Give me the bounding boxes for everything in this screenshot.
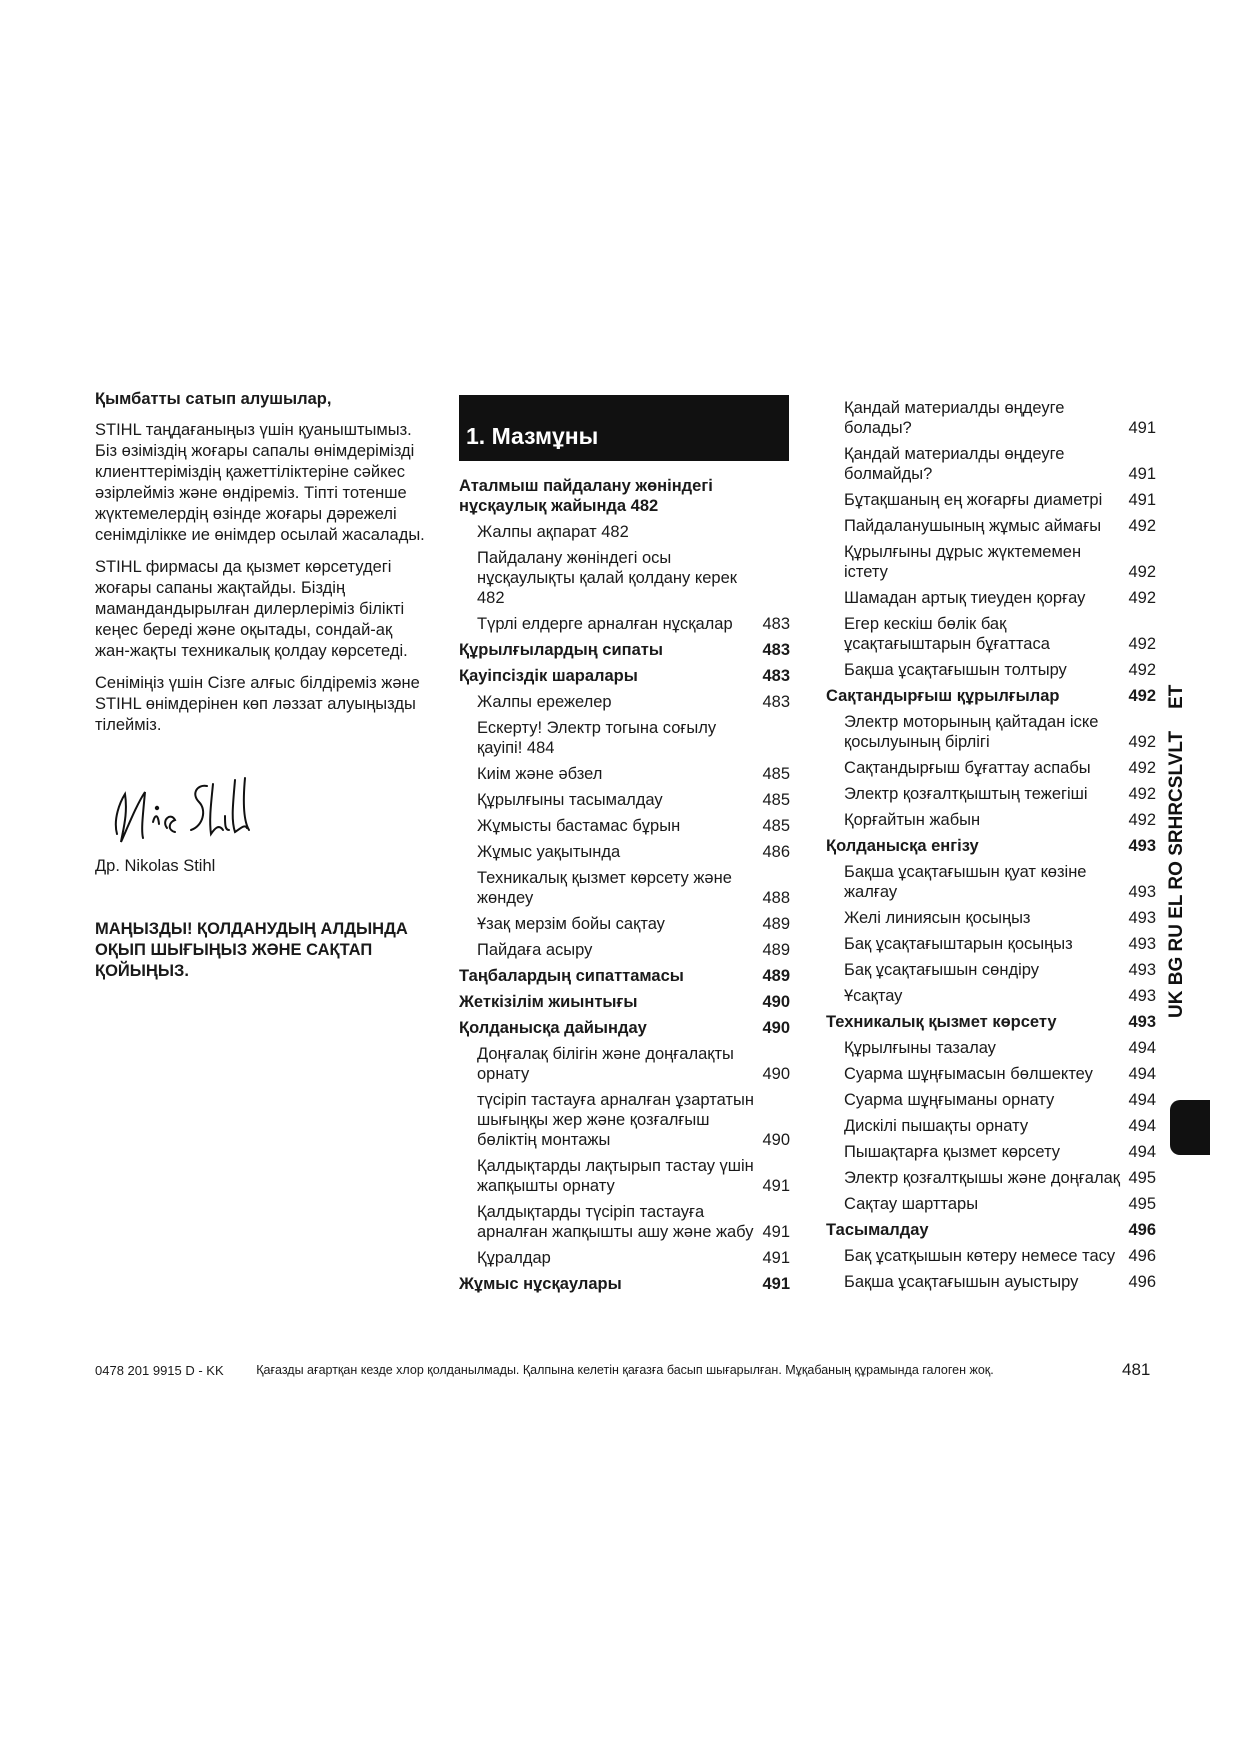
toc-entry-page: 489 xyxy=(762,941,790,959)
toc-entry-page: 493 xyxy=(1128,987,1156,1005)
toc-entry xyxy=(459,868,790,908)
toc-entry-title: Құралдар xyxy=(477,1249,551,1267)
toc-entry xyxy=(459,992,790,1012)
toc-entry-title: Қауіпсіздік шаралары xyxy=(459,667,638,685)
toc-entry-title: Бақша ұсақтағышын қуат көзіне жалғау xyxy=(844,863,1087,901)
toc-entry-title: Жұмысты бастамас бұрын xyxy=(477,817,681,835)
language-sidebar xyxy=(1166,685,1188,1018)
document-code: 0478 201 9915 D - KK xyxy=(95,1363,224,1378)
toc-entry-page: 494 xyxy=(1128,1143,1156,1161)
toc-entry xyxy=(826,784,1156,804)
toc-entry-page: 490 xyxy=(762,1065,790,1083)
toc-entry xyxy=(826,810,1156,830)
toc-entry xyxy=(459,614,790,634)
toc-entry-title: түсіріп тастауға арналған ұзартатын шығыңқы жер және қозғалғыш бөліктің монтажы xyxy=(477,1091,754,1149)
toc-entry xyxy=(826,758,1156,778)
toc-entry-title: Қорғайтын жабын xyxy=(844,811,981,829)
toc-entry-title: Бақша ұсақтағышын толтыру xyxy=(844,661,1067,679)
toc-entry-title: Бақ ұсатқышын көтеру немесе тасу xyxy=(844,1247,1116,1265)
intro-section xyxy=(95,389,430,982)
page-number: 481 xyxy=(1122,1360,1151,1379)
language-tab-marker xyxy=(1170,1100,1210,1155)
toc-entry xyxy=(459,692,790,712)
toc-entry-title: Қандай материалды өңдеуге болады? xyxy=(844,399,1065,437)
toc-entry-page: 491 xyxy=(762,1249,790,1267)
toc-entry-page: 494 xyxy=(1128,1039,1156,1057)
toc-entry-title: Егер кескіш бөлік бақ ұсақтағыштарын бұғаттаса xyxy=(844,615,1050,653)
toc-entry-title: Пайдалану жөніндегі осы нұсқаулықты қалай қолдану керек 482 xyxy=(477,549,737,607)
toc-entry xyxy=(826,588,1156,608)
toc-entry-page: 486 xyxy=(762,843,790,861)
toc-entry-page: 490 xyxy=(762,1019,790,1037)
toc-entry xyxy=(826,712,1156,752)
toc-entry-page: 493 xyxy=(1128,883,1156,901)
toc-entry xyxy=(459,718,790,758)
intro-paragraph: Сеніміңіз үшін Сізге алғыс білдіреміз және STIHL өнімдерінен көп ләззат алуыңызды тілейміз. xyxy=(95,674,420,734)
toc-entry xyxy=(459,1202,790,1242)
intro-paragraph: STIHL фирмасы да қызмет көрсетудегі жоғары сапаны жақтайды. Біздің мамандандырылған дилерлеріміз білікті кеңес береді және оқытады, сондай-ақ жан-жақты техникалық қолдау көрсетеді. xyxy=(95,558,408,660)
toc-entry-title: Техникалық қызмет көрсету xyxy=(826,1013,1057,1031)
toc-entry-page: 493 xyxy=(1128,1013,1156,1031)
toc-entry xyxy=(826,934,1156,954)
toc-entry-title: Ұзақ мерзім бойы сақтау xyxy=(477,915,665,933)
toc-entry-title: Қолданысқа дайындау xyxy=(459,1019,647,1037)
toc-entry xyxy=(826,1064,1156,1084)
toc-entry xyxy=(459,640,790,660)
toc-entry-title: Қалдықтарды лақтырып тастау үшін жапқышты орнату xyxy=(477,1157,754,1195)
toc-entry-title: Техникалық қызмет көрсету және жөндеу xyxy=(477,869,732,907)
toc-entry-page: 492 xyxy=(1128,563,1156,581)
toc-entry-page: 492 xyxy=(1128,759,1156,777)
toc-entry-title: Сақтау шарттары xyxy=(844,1195,979,1213)
language-list: UK BG RU EL RO SRHRCSLVLT xyxy=(1166,730,1187,1018)
toc-entry-title: Таңбалардың сипаттамасы xyxy=(459,967,684,985)
toc-entry xyxy=(459,666,790,686)
toc-entry xyxy=(459,914,790,934)
toc-entry xyxy=(826,542,1156,582)
toc-entry xyxy=(826,1272,1156,1292)
toc-entry xyxy=(826,444,1156,484)
toc-entry-title: Сақтандырғыш құрылғылар xyxy=(826,687,1060,705)
toc-entry-page: 483 xyxy=(762,615,790,633)
toc-entry-title: Желі линиясын қосыңыз xyxy=(844,909,1031,927)
toc-entry xyxy=(459,548,790,608)
toc-entry-page: 491 xyxy=(762,1223,790,1241)
toc-entry xyxy=(826,862,1156,902)
toc-entry-title: Пышақтарға қызмет көрсету xyxy=(844,1143,1061,1161)
toc-entry xyxy=(459,1018,790,1038)
toc-entry-page: 492 xyxy=(1128,733,1156,751)
toc-entry-page: 494 xyxy=(1128,1117,1156,1135)
toc-entry-title: Құрылғыны тасымалдау xyxy=(477,791,663,809)
toc-entry-page: 491 xyxy=(1128,491,1156,509)
greeting: Қымбатты сатып алушылар, xyxy=(95,390,332,408)
toc-entry-title: Құрылғыны дұрыс жүктемемен істету xyxy=(844,543,1082,581)
toc-entry-title: Киім және әбзел xyxy=(477,765,603,783)
toc-entry-title: Жалпы ақпарат 482 xyxy=(477,523,629,541)
toc-entry xyxy=(826,1142,1156,1162)
toc-entry-title: Жалпы ережелер xyxy=(477,693,612,711)
toc-entry-title: Құрылғыны тазалау xyxy=(844,1039,996,1057)
toc-entry-page: 492 xyxy=(1128,785,1156,803)
toc-entry-title: Жеткізілім жиынтығы xyxy=(459,993,638,1011)
toc-entry xyxy=(459,1044,790,1084)
toc-entry-page: 493 xyxy=(1128,961,1156,979)
toc-entry xyxy=(826,660,1156,680)
toc-entry-title: Электр моторының қайтадан іске қосылуының бірлігі xyxy=(844,713,1099,751)
toc-entry-title: Пайдаланушының жұмыс аймағы xyxy=(844,517,1102,535)
toc-entry xyxy=(459,764,790,784)
toc-entry-title: Тасымалдау xyxy=(826,1221,929,1239)
toc-entry-page: 492 xyxy=(1128,811,1156,829)
signer-name: Др. Nikolas Stihl xyxy=(95,857,216,875)
toc-entry xyxy=(826,398,1156,438)
toc-entry xyxy=(459,1090,790,1150)
toc-entry xyxy=(826,1038,1156,1058)
signature-image xyxy=(95,764,265,854)
toc-entry xyxy=(459,940,790,960)
toc-entry-page: 496 xyxy=(1128,1247,1156,1265)
toc-entry-title: Қалдықтарды түсіріп тастауға арналған жапқышты ашу және жабу xyxy=(477,1203,754,1241)
toc-entry-page: 496 xyxy=(1128,1273,1156,1291)
toc-entry-title: Дискілі пышақты орнату xyxy=(844,1117,1029,1135)
toc-entry xyxy=(826,516,1156,536)
toc-entry xyxy=(826,1168,1156,1188)
toc-entry-title: Пайдаға асыру xyxy=(477,941,593,959)
important-notice: МАҢЫЗДЫ! ҚОЛДАНУДЫҢ АЛДЫНДА ОҚЫП ШЫҒЫҢЫЗ ЖӘНЕ САҚТАП ҚОЙЫҢЫЗ. xyxy=(95,920,408,980)
toc-entry-page: 492 xyxy=(1128,589,1156,607)
toc-entry-title: Шамадан артық тиеуден қорғау xyxy=(844,589,1086,607)
toc-entry-page: 489 xyxy=(762,915,790,933)
toc-entry-title: Қандай материалды өңдеуге болмайды? xyxy=(844,445,1065,483)
toc-entry-page: 493 xyxy=(1128,909,1156,927)
toc-entry-page: 496 xyxy=(1128,1221,1156,1239)
toc-entry-page: 491 xyxy=(762,1177,790,1195)
toc-entry-page: 495 xyxy=(1128,1195,1156,1213)
toc-entry xyxy=(459,816,790,836)
toc-entry xyxy=(459,842,790,862)
toc-entry-page: 492 xyxy=(1128,635,1156,653)
toc-entry xyxy=(459,476,790,516)
toc-entry-title: Сақтандырғыш бұғаттау аспабы xyxy=(844,759,1091,777)
toc-entry xyxy=(459,790,790,810)
toc-entry-page: 494 xyxy=(1128,1091,1156,1109)
toc-entry-title: Аталмыш пайдалану жөніндегі нұсқаулық жайында 482 xyxy=(459,477,713,515)
toc-entry-title: Бақ ұсақтағышын сөндіру xyxy=(844,961,1039,979)
toc-entry xyxy=(826,1194,1156,1214)
toc-entry-title: Доңғалақ білігін және доңғалақты орнату xyxy=(477,1045,734,1083)
toc-entry-title: Бұтақшаның ең жоғарғы диаметрі xyxy=(844,491,1103,509)
toc-entry xyxy=(826,614,1156,654)
toc-entry-page: 491 xyxy=(1128,419,1156,437)
toc-entry xyxy=(459,1248,790,1268)
toc-entry-title: Суарма шұңғыманы орнату xyxy=(844,1091,1055,1109)
toc-entry-page: 485 xyxy=(762,765,790,783)
toc-entry-page: 491 xyxy=(762,1275,790,1293)
toc-entry-page: 483 xyxy=(762,693,790,711)
toc-entry xyxy=(459,1156,790,1196)
toc-entry-title: Бақ ұсақтағыштарын қосыңыз xyxy=(844,935,1073,953)
toc-entry xyxy=(826,1220,1156,1240)
intro-paragraph: STIHL таңдағаныңыз үшін қуаныштымыз. Біз өзіміздің жоғары сапалы өнімдерімізді клиенттеріміздің қажеттіліктеріне сәйкес әзірлейміз және өндіреміз. Тіпті тотенше жүктемелердің өзінде жоғары дәрежелі сенімділікке ие өнімдер осылай жасалады. xyxy=(95,421,425,544)
toc-entry xyxy=(826,1246,1156,1266)
toc-entry xyxy=(826,908,1156,928)
toc-entry-page: 490 xyxy=(762,993,790,1011)
toc-entry-title: Бақша ұсақтағышын ауыстыру xyxy=(844,1273,1079,1291)
toc-entry-page: 490 xyxy=(762,1131,790,1149)
toc-column-2 xyxy=(826,398,1156,1298)
toc-entry xyxy=(826,986,1156,1006)
toc-entry-page: 489 xyxy=(762,967,790,985)
toc-entry-page: 493 xyxy=(1128,837,1156,855)
toc-entry-title: Электр қозғалтқыштың тежегіші xyxy=(844,785,1088,803)
toc-entry-page: 491 xyxy=(1128,465,1156,483)
toc-entry-title: Жұмыс нұсқаулары xyxy=(459,1275,622,1293)
toc-entry-title: Электр қозғалтқышы және доңғалақ xyxy=(844,1169,1120,1187)
toc-entry xyxy=(459,522,790,542)
toc-entry xyxy=(826,836,1156,856)
toc-column-1 xyxy=(459,476,790,1300)
toc-entry-title: Түрлі елдерге арналған нұсқалар xyxy=(477,615,733,633)
toc-entry xyxy=(459,966,790,986)
toc-entry-title: Ұсақтау xyxy=(844,987,903,1005)
toc-entry xyxy=(826,686,1156,706)
toc-entry-page: 493 xyxy=(1128,935,1156,953)
toc-entry xyxy=(826,1012,1156,1032)
toc-entry xyxy=(826,1116,1156,1136)
toc-entry-page: 483 xyxy=(762,667,790,685)
toc-entry xyxy=(826,490,1156,510)
toc-entry-page: 492 xyxy=(1128,517,1156,535)
toc-entry-title: Жұмыс уақытында xyxy=(477,843,621,861)
toc-entry-title: Суарма шұңғымасын бөлшектеу xyxy=(844,1065,1093,1083)
toc-entry-page: 483 xyxy=(762,641,790,659)
toc-entry-page: 485 xyxy=(762,817,790,835)
current-language: ET xyxy=(1166,684,1187,709)
toc-entry xyxy=(459,1274,790,1294)
toc-entry-page: 495 xyxy=(1128,1169,1156,1187)
toc-entry-page: 494 xyxy=(1128,1065,1156,1083)
toc-entry xyxy=(826,960,1156,980)
toc-entry-page: 485 xyxy=(762,791,790,809)
toc-entry-title: Қолданысқа енгізу xyxy=(826,837,979,855)
toc-entry-page: 492 xyxy=(1128,687,1156,705)
toc-entry-page: 488 xyxy=(762,889,790,907)
toc-entry xyxy=(826,1090,1156,1110)
paper-note: Қағазды ағартқан кезде хлор қолданылмады. Қалпына келетін қағазға басып шығарылған. Мұқабаның құрамында галоген жоқ. xyxy=(256,1363,994,1377)
toc-entry-page: 492 xyxy=(1128,661,1156,679)
toc-entry-title: Құрылғылардың сипаты xyxy=(459,641,663,659)
toc-entry-title: Ескерту! Электр тогына соғылу қауіпі! 484 xyxy=(477,719,717,757)
toc-heading: 1. Мазмұны xyxy=(459,395,789,461)
